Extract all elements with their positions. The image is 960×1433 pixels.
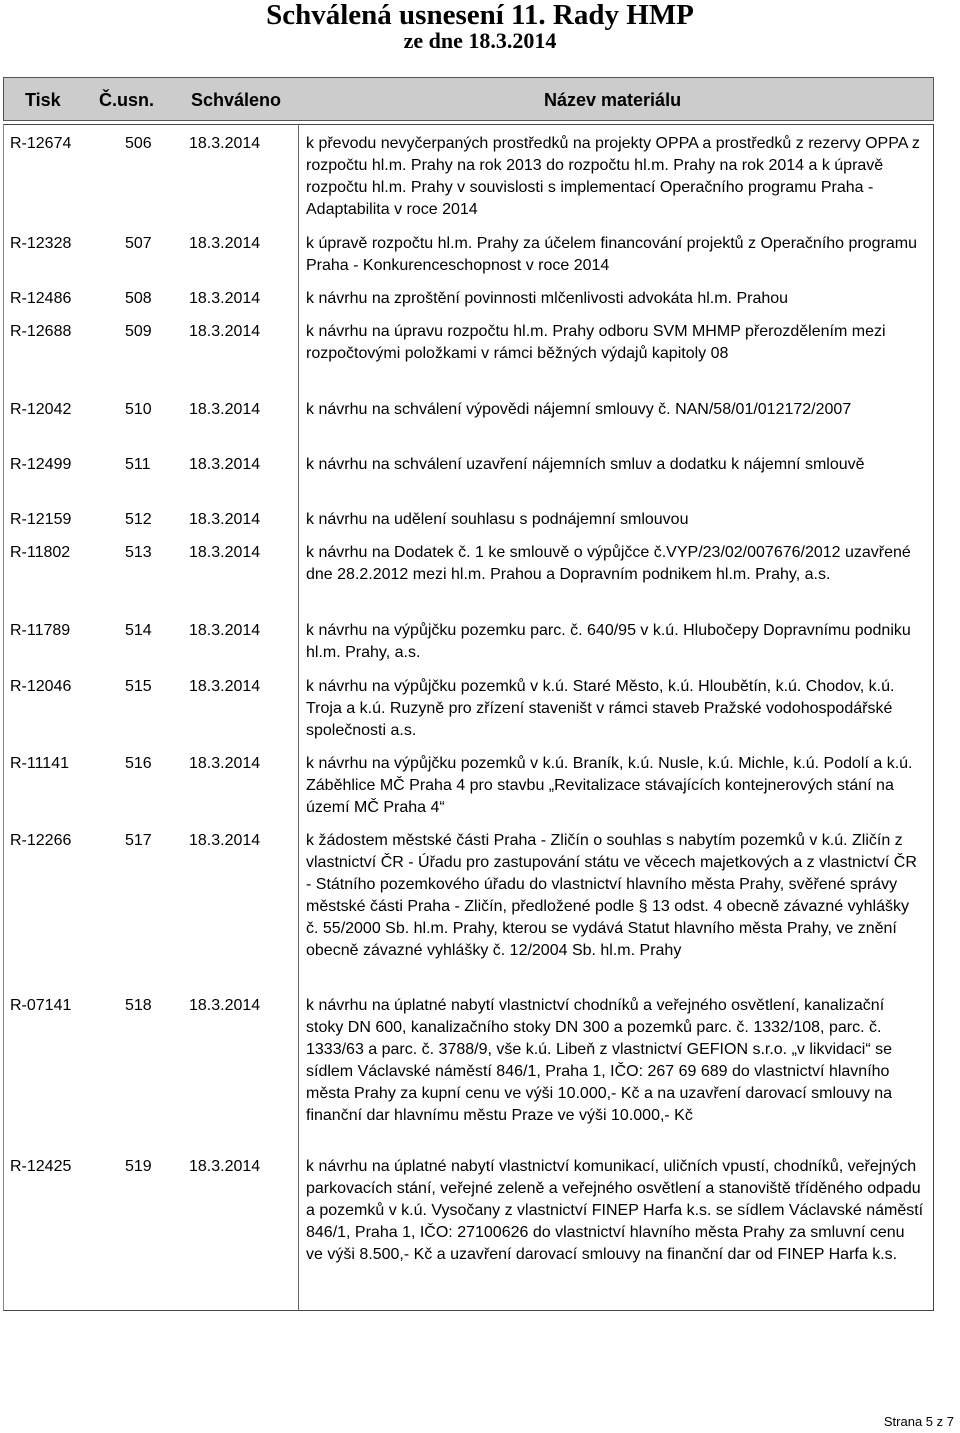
row-datum: 18.3.2014 [189, 755, 261, 772]
row-cislo: 515 [125, 678, 152, 695]
row-cislo: 511 [125, 456, 151, 473]
row-tisk: R-12486 [10, 290, 72, 307]
row-cislo: 519 [125, 1158, 152, 1175]
row-cislo: 516 [125, 755, 152, 772]
document-date: ze dne 18.3.2014 [403, 28, 557, 53]
row-datum: 18.3.2014 [189, 456, 261, 473]
row-nazev: k návrhu na udělení souhlasu s podnájemní smlouvou [306, 511, 689, 528]
row-tisk: R-12499 [10, 456, 72, 473]
row-tisk: R-12266 [10, 832, 72, 849]
row-datum: 18.3.2014 [189, 290, 261, 307]
row-nazev: k návrhu na úplatné nabytí vlastnictví komunikací, uličních vpustí, chodníků, veřejných parkovacích stání, veřejné zeleně a veřejného osvětlení a stanoviště tříděného odpadu a pozemků v k.ú. Vysočany z vlastnictví FINEP Harfa k.s. se sídlem Václavské náměstí 846/1, Praha 1, IČO: 27100626 do vlastnictví hlavního města Prahy za smluvní cenu ve výši 8.500,- Kč a uzavření darovací smlouvy na finanční dar od FINEP Harfa k.s. [306, 1158, 924, 1263]
row-tisk: R-12674 [10, 135, 72, 152]
row-tisk: R-11789 [10, 622, 71, 639]
row-datum: 18.3.2014 [189, 235, 261, 252]
row-cislo: 512 [125, 511, 152, 528]
row-nazev: k návrhu na výpůjčku pozemku parc. č. 640/95 v k.ú. Hlubočepy Dopravnímu podniku hl.m. Prahy, a.s. [306, 622, 911, 661]
column-divider [298, 124, 299, 1311]
row-tisk: R-12042 [10, 401, 72, 418]
row-cislo: 513 [125, 544, 152, 561]
row-cislo: 508 [125, 290, 152, 307]
row-tisk: R-11802 [10, 544, 71, 561]
row-datum: 18.3.2014 [189, 401, 261, 418]
row-nazev: k návrhu na zproštění povinnosti mlčenlivosti advokáta hl.m. Prahou [306, 290, 789, 307]
column-header-tisk: Tisk [25, 90, 61, 110]
row-datum: 18.3.2014 [189, 997, 261, 1014]
row-nazev: k návrhu na Dodatek č. 1 ke smlouvě o výpůjčce č.VYP/23/02/007676/2012 uzavřené dne 28.2.2012 mezi hl.m. Prahou a Dopravním podnikem hl.m. Prahy, a.s. [306, 544, 911, 583]
row-cislo: 517 [125, 832, 152, 849]
document-title: Schválená usnesení 11. Rady HMP [266, 0, 694, 31]
row-nazev: k návrhu na úplatné nabytí vlastnictví chodníků a veřejného osvětlení, kanalizační stoky DN 600, kanalizačního stoky DN 300 a pozemků parc. č. 1332/108, parc. č. 1333/63 a parc. č. 3788/9, vše k.ú. Libeň z vlastnictví GEFION s.r.o. „v likvidaci“ se sídlem Václavské náměstí 846/1, Praha 1, IČO: 267 69 689 do vlastnictví hlavního města Prahy za kupní cenu ve výši 10.000,- Kč a na uzavření darovací smlouvy na finanční dar hlavnímu městu Praze ve výši 10.000,- Kč [306, 997, 893, 1124]
row-nazev: k žádostem městské části Praha - Zličín o souhlas s nabytím pozemků v k.ú. Zličín z vlastnictví ČR - Úřadu pro zastupování státu ve věcech majetkových a z vlastnictví ČR - Státního pozemkového úřadu do vlastnictví hlavního města Prahy, svěřené správy městské části Praha - Zličín, předložené podle § 13 odst. 4 obecně závazné vyhlášky č. 55/2000 Sb. hl.m. Prahy, kterou se vydává Statut hlavního města Prahy, ve znění obecně závazné vyhlášky č. 12/2004 Sb. hl.m. Prahy [306, 832, 917, 959]
column-header-cislo: Č.usn. [99, 90, 155, 110]
row-cislo: 507 [125, 235, 152, 252]
row-cislo: 506 [125, 135, 152, 152]
row-datum: 18.3.2014 [189, 1158, 261, 1175]
row-tisk: R-12046 [10, 678, 72, 695]
row-tisk: R-12159 [10, 511, 72, 528]
row-tisk: R-12328 [10, 235, 72, 252]
row-nazev: k návrhu na výpůjčku pozemků v k.ú. Braník, k.ú. Nusle, k.ú. Michle, k.ú. Podolí a k.ú. Záběhlice MČ Praha 4 pro stavbu „Revitalizace stávajících kontejnerových stání na území MČ Praha 4“ [306, 755, 913, 816]
row-datum: 18.3.2014 [189, 135, 261, 152]
row-datum: 18.3.2014 [189, 323, 261, 340]
row-datum: 18.3.2014 [189, 544, 261, 561]
table-header [3, 77, 934, 121]
row-nazev: k návrhu na výpůjčku pozemků v k.ú. Staré Město, k.ú. Hloubětín, k.ú. Chodov, k.ú. Troja a k.ú. Ruzyně pro zřízení staveništ v rámci staveb Pražské vodohospodářské společnosti a.s. [306, 678, 895, 739]
row-tisk: R-07141 [10, 997, 72, 1014]
column-header-nazev: Název materiálu [544, 90, 682, 110]
column-header-schvaleno: Schváleno [191, 90, 282, 110]
row-datum: 18.3.2014 [189, 511, 261, 528]
row-cislo: 518 [125, 997, 152, 1014]
row-cislo: 514 [125, 622, 152, 639]
row-datum: 18.3.2014 [189, 832, 261, 849]
row-nazev: k návrhu na schválení uzavření nájemních smluv a dodatku k nájemní smlouvě [306, 456, 865, 473]
row-datum: 18.3.2014 [189, 678, 261, 695]
row-tisk: R-11141 [10, 755, 69, 772]
row-cislo: 510 [125, 401, 152, 418]
row-tisk: R-12425 [10, 1158, 72, 1175]
row-nazev: k návrhu na úpravu rozpočtu hl.m. Prahy odboru SVM MHMP přerozdělením mezi rozpočtovými položkami v rámci běžných výdajů kapitoly 08 [306, 323, 886, 362]
row-nazev: k úpravě rozpočtu hl.m. Prahy za účelem financování projektů z Operačního programu Praha - Konkurenceschopnost v roce 2014 [306, 235, 917, 274]
page-number: Strana 5 z 7 [883, 1414, 954, 1429]
row-datum: 18.3.2014 [189, 622, 261, 639]
row-cislo: 509 [125, 323, 152, 340]
row-nazev: k návrhu na schválení výpovědi nájemní smlouvy č. NAN/58/01/012172/2007 [306, 401, 852, 418]
row-nazev: k převodu nevyčerpaných prostředků na projekty OPPA a prostředků z rezervy OPPA z rozpočtu hl.m. Prahy na rok 2013 do rozpočtu hl.m. Prahy na rok 2014 a k úpravě rozpočtu hl.m. Prahy v souvislosti s implementací Operačního programu Praha - Adaptabilita v roce 2014 [306, 135, 920, 218]
row-tisk: R-12688 [10, 323, 72, 340]
